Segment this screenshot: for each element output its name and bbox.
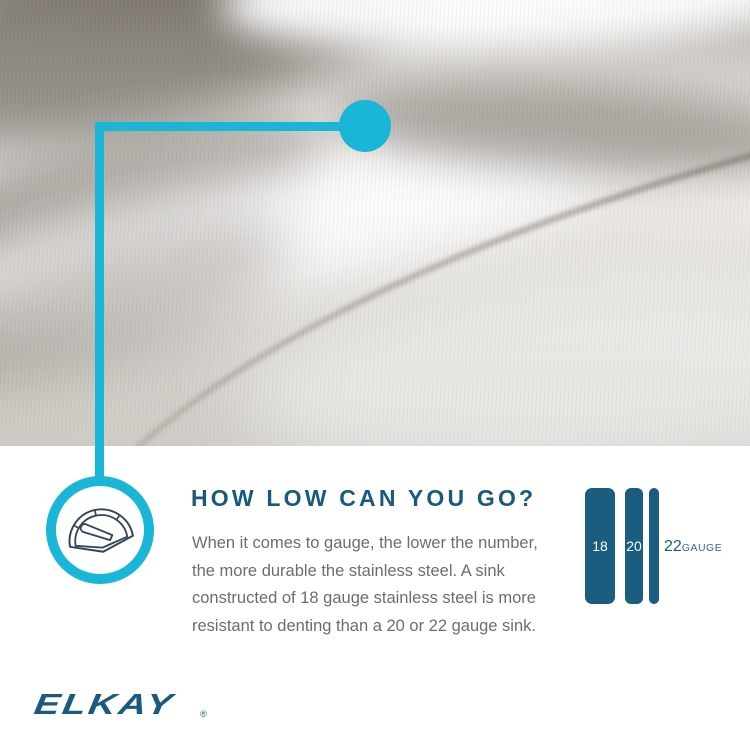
callout-horizontal-line — [95, 122, 365, 131]
gauge-22-label — [664, 538, 722, 556]
gauge-bar-20 — [625, 488, 643, 604]
body-line: resistant to denting than a 20 or 22 gauge sink. — [192, 616, 536, 635]
registered-trademark-icon: ® — [200, 709, 207, 719]
gauge-icon-circle — [46, 476, 154, 584]
body-line: When it comes to gauge, the lower the number, — [192, 534, 538, 552]
body-copy — [192, 530, 538, 640]
gauge-22-number: 22 — [664, 538, 682, 555]
headline: HOW LOW CAN YOU GO? — [191, 485, 537, 511]
elkay-logo — [32, 691, 207, 720]
body-line: the more durable the stainless steel. A sink — [192, 561, 505, 580]
elkay-logo-text: ELKAY — [31, 689, 178, 721]
callout-vertical-line — [95, 122, 104, 479]
gauge-bar-18-label: 18 — [592, 538, 608, 554]
speedometer-gauge-icon — [62, 501, 138, 559]
gauge-bar-22 — [649, 488, 659, 604]
callout-dot — [339, 100, 391, 152]
gauge-bar-18 — [585, 488, 615, 604]
gauge-bar-20-label: 20 — [626, 538, 642, 554]
gauge-unit-text: GAUGE — [681, 542, 723, 554]
body-line: constructed of 18 gauge stainless steel is more — [192, 589, 536, 607]
